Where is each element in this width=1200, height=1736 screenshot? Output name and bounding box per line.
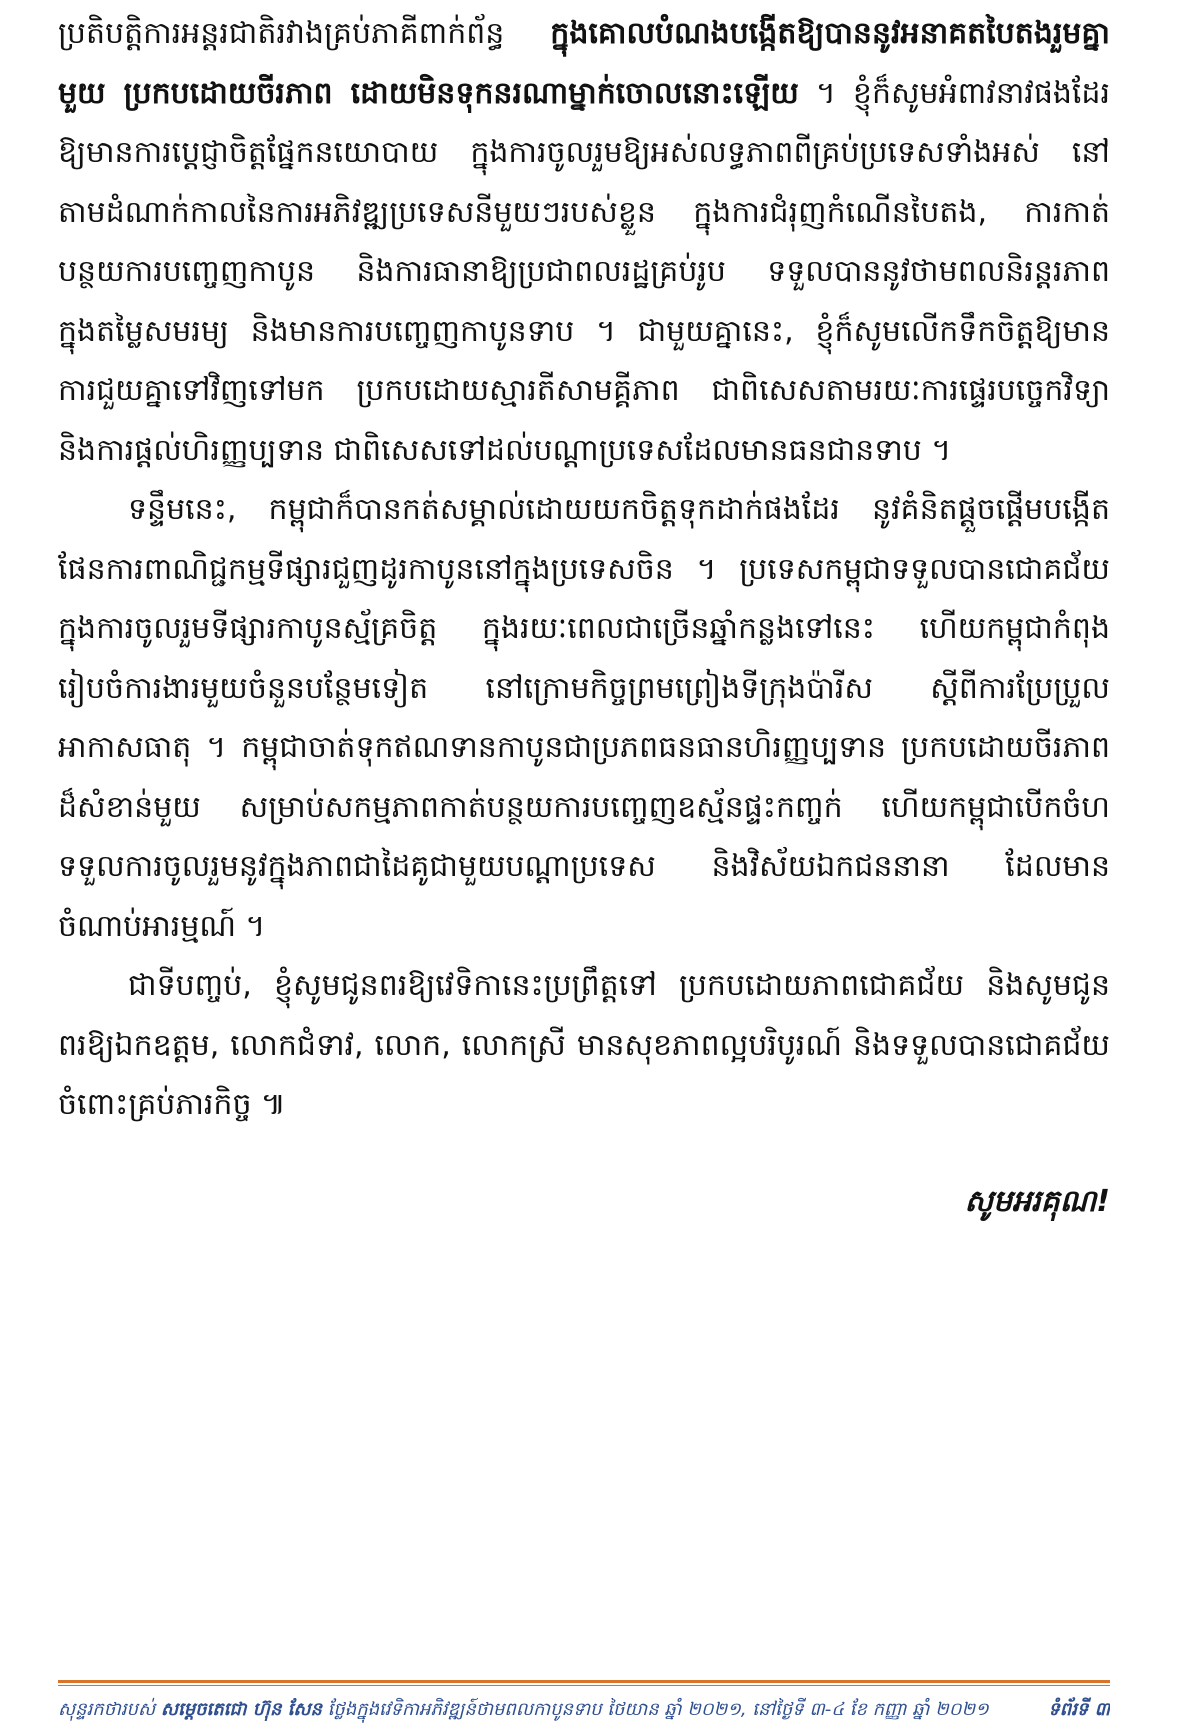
body-text: [58, 4, 1110, 1135]
text-plain: ប្រតិបត្តិការអន្តរជាតិរវាងគ្រប់ភាគីពាក់ព័ន្ធ: [58, 16, 551, 51]
text-line: ចំពោះគ្រប់ភារកិច្ច ៕: [58, 1087, 286, 1122]
text-line: ក្នុងការចូលរួមទីផ្សារកាបូនស្ម័គ្រចិត្ត ក្នុងរយៈពេលជាច្រើនឆ្នាំកន្លងទៅនេះ ហើយកម្ពុជាកំពុង: [58, 611, 1110, 646]
text-line: រៀបចំការងារមួយចំនួនបន្ថែមទៀត នៅក្រោមកិច្ចព្រមព្រៀងទីក្រុងប៉ារីស ស្តីពីការប្រែប្រួល: [58, 670, 1110, 706]
closing-thanks: សូមអរគុណ!: [964, 1184, 1110, 1219]
text-line: ផែនការពាណិជ្ជកម្មទីផ្សារជួញដូរកាបូននៅក្នុងប្រទេសចិន ។ ប្រទេសកម្ពុជាទទួលបានជោគជ័យ: [58, 551, 1110, 587]
text-line: អាកាសធាតុ ។ កម្ពុជាចាត់ទុកឥណទានកាបូនជាប្រភពធនធានហិរញ្ញប្បទាន ប្រកបដោយចីរភាព: [58, 730, 1110, 765]
footer-speaker: សម្តេចតេជោ ហ៊ុន សែន: [160, 1699, 322, 1720]
text-line: ជាទីបញ្ចប់, ខ្ញុំសូមជូនពរឱ្យវេទិកានេះប្រព្រឹត្តទៅ ប្រកបដោយភាពជោគជ័យ និងសូមជូន: [128, 968, 1110, 1003]
text-line: ការជួយគ្នាទៅវិញទៅមក ប្រកបដោយស្មារតីសាមគ្គីភាព ជាពិសេសតាមរយៈការផ្ទេរបច្ចេកវិទ្យា: [58, 373, 1110, 408]
text-plain: ។ ខ្ញុំក៏សូមអំពាវនាវផងដែរ: [798, 75, 1110, 111]
page-footer: [58, 1692, 1110, 1728]
text-line: និងការផ្តល់ហិរញ្ញប្បទាន ជាពិសេសទៅដល់បណ្តាប្រទេសដែលមានធនជានទាប ។: [58, 432, 952, 468]
text-line: [58, 4, 1110, 64]
text-line: ចំណាប់អារម្មណ៍ ។: [58, 908, 266, 944]
text-line: តាមដំណាក់កាលនៃការអភិវឌ្ឍប្រទេសនីមួយៗរបស់ខ្លួន ក្នុងការជំរុញកំណើនបៃតង, ការកាត់: [58, 194, 1110, 230]
text-emphasis: មួយ ប្រកបដោយចីរភាព ដោយមិនទុកនរណាម្នាក់ចោលនោះឡើយ: [58, 75, 799, 111]
text-line: ក្នុងតម្លៃសមរម្យ និងមានការបញ្ចេញកាបូនទាប ។ ជាមួយគ្នានេះ, ខ្ញុំក៏សូមលើកទឹកចិត្តឱ្យមាន: [58, 313, 1110, 349]
text-line: ទន្ទឹមនេះ, កម្ពុជាក៏បានកត់សម្គាល់ដោយយកចិត្តទុកដាក់ផងដែរ នូវគំនិតផ្តួចផ្តើមបង្កើត: [128, 492, 1110, 527]
text-emphasis: ក្នុងគោលបំណងបង្កើតឱ្យបាននូវអនាគតបៃតងរួមគ្នា: [550, 16, 1110, 51]
footer-divider-thin: [58, 1685, 1110, 1686]
page-number: ទំព័រទី ៣: [1048, 1699, 1110, 1720]
text-line: ពរឱ្យឯកឧត្តម, លោកជំទាវ, លោក, លោកស្រី មានសុខភាពល្អបរិបូរណ៍ និងទទួលបានជោគជ័យ: [58, 1027, 1110, 1063]
text-line: ឱ្យមានការប្ដេជ្ញាចិត្តផ្នែកនយោបាយ ក្នុងការចូលរួមឱ្យអស់លទ្ធភាពពីគ្រប់ប្រទេសទាំងអស់ នៅ: [58, 135, 1110, 170]
footer-divider: [58, 1680, 1110, 1683]
footer-event: ថ្លែងក្នុងវេទិកាអភិវឌ្ឍន៍ថាមពលកាបូនទាប ថៃយាន ឆ្នាំ ២០២១, នៅថ្ងៃទី ៣-៤ ខែ កញ្ញា ឆ្នាំ ២០២១: [321, 1699, 989, 1720]
text-line: [58, 64, 1110, 124]
footer-prefix: សុន្ទរកថារបស់: [58, 1699, 161, 1720]
text-line: ទទួលការចូលរួមនូវក្នុងភាពជាដៃគូជាមួយបណ្តាប្រទេស និងវិស័យឯកជននានា ដែលមាន: [58, 849, 1110, 884]
text-line: បន្ថយការបញ្ចេញកាបូន និងការធានាឱ្យប្រជាពលរដ្ឋគ្រប់រូប ទទួលបាននូវថាមពលនិរន្តរភាព: [58, 254, 1110, 289]
text-line: ដ៏សំខាន់មួយ សម្រាប់សកម្មភាពកាត់បន្ថយការបញ្ចេញឧស្ម័នផ្ទះកញ្ចក់ ហើយកម្ពុជាបើកចំហ: [58, 789, 1110, 825]
footer-caption: [58, 1692, 989, 1728]
